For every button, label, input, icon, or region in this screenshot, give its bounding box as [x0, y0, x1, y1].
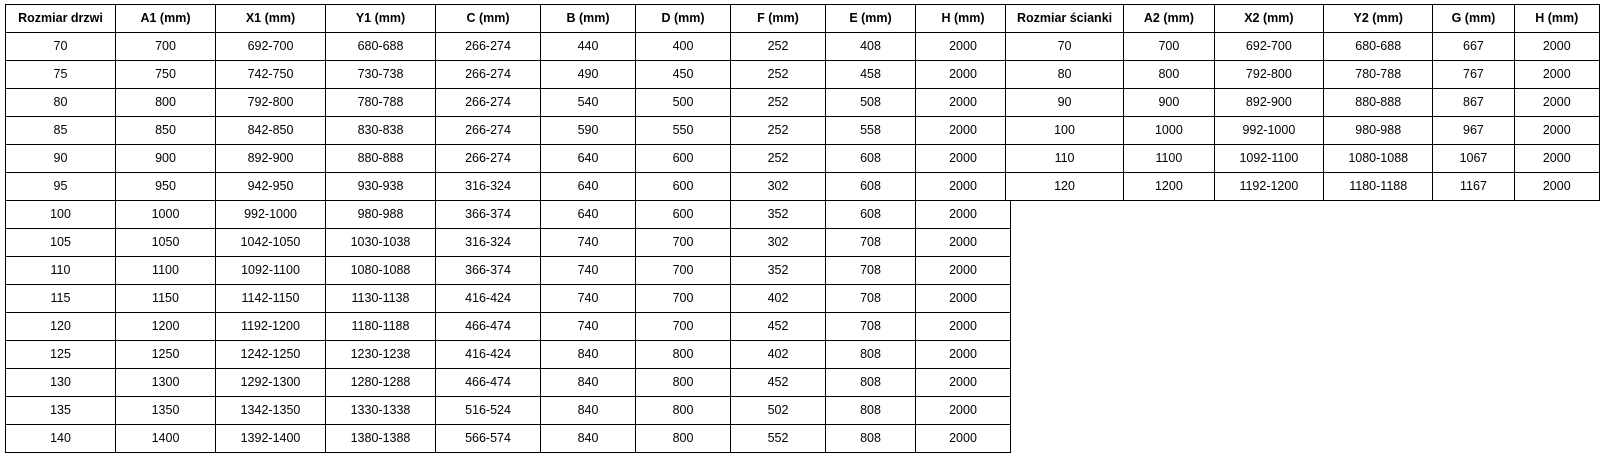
doors-cell: 740 — [541, 313, 636, 341]
walls-cell: 1192-1200 — [1214, 173, 1323, 201]
table-row — [1006, 173, 1600, 201]
table-row — [6, 229, 1011, 257]
doors-cell: 252 — [731, 33, 826, 61]
doors-cell: 1000 — [116, 201, 216, 229]
doors-cell: 440 — [541, 33, 636, 61]
walls-dimensions-table-container — [1005, 4, 1600, 201]
doors-cell: 700 — [116, 33, 216, 61]
doors-cell: 466-474 — [436, 369, 541, 397]
doors-column-header: D (mm) — [636, 5, 731, 33]
doors-cell: 992-1000 — [216, 201, 326, 229]
doors-cell: 1250 — [116, 341, 216, 369]
doors-cell: 1080-1088 — [326, 257, 436, 285]
doors-cell: 2000 — [916, 285, 1011, 313]
walls-cell: 1080-1088 — [1324, 145, 1433, 173]
doors-cell: 1280-1288 — [326, 369, 436, 397]
doors-cell: 2000 — [916, 201, 1011, 229]
table-row — [6, 145, 1011, 173]
doors-cell: 450 — [636, 61, 731, 89]
doors-column-header: F (mm) — [731, 5, 826, 33]
walls-column-header: Rozmiar ścianki — [1006, 5, 1124, 33]
doors-cell: 316-324 — [436, 229, 541, 257]
doors-cell: 640 — [541, 173, 636, 201]
walls-cell: 110 — [1006, 145, 1124, 173]
walls-table-head — [1006, 5, 1600, 33]
walls-dimensions-table — [1005, 4, 1600, 201]
doors-cell: 800 — [636, 397, 731, 425]
walls-cell: 1000 — [1124, 117, 1215, 145]
doors-cell: 1030-1038 — [326, 229, 436, 257]
doors-cell: 452 — [731, 369, 826, 397]
doors-cell: 808 — [826, 369, 916, 397]
table-row — [6, 89, 1011, 117]
doors-column-header: Rozmiar drzwi — [6, 5, 116, 33]
doors-column-header: X1 (mm) — [216, 5, 326, 33]
doors-cell: 840 — [541, 397, 636, 425]
table-row — [1006, 145, 1600, 173]
doors-cell: 115 — [6, 285, 116, 313]
doors-cell: 730-738 — [326, 61, 436, 89]
doors-cell: 2000 — [916, 341, 1011, 369]
doors-cell: 352 — [731, 201, 826, 229]
table-row — [6, 257, 1011, 285]
table-row — [6, 285, 1011, 313]
table-row — [1006, 117, 1600, 145]
walls-cell: 1067 — [1433, 145, 1514, 173]
table-header-row — [6, 5, 1011, 33]
doors-cell: 75 — [6, 61, 116, 89]
doors-cell: 452 — [731, 313, 826, 341]
doors-cell: 2000 — [916, 425, 1011, 453]
doors-cell: 780-788 — [326, 89, 436, 117]
table-row — [1006, 33, 1600, 61]
doors-cell: 842-850 — [216, 117, 326, 145]
doors-cell: 85 — [6, 117, 116, 145]
doors-cell: 416-424 — [436, 285, 541, 313]
doors-cell: 808 — [826, 397, 916, 425]
doors-cell: 252 — [731, 61, 826, 89]
walls-column-header: H (mm) — [1514, 5, 1599, 33]
doors-cell: 840 — [541, 369, 636, 397]
doors-cell: 566-574 — [436, 425, 541, 453]
table-row — [6, 397, 1011, 425]
doors-cell: 708 — [826, 257, 916, 285]
table-row — [6, 173, 1011, 201]
doors-cell: 490 — [541, 61, 636, 89]
doors-cell: 80 — [6, 89, 116, 117]
doors-column-header: C (mm) — [436, 5, 541, 33]
walls-cell: 900 — [1124, 89, 1215, 117]
doors-cell: 508 — [826, 89, 916, 117]
doors-cell: 1050 — [116, 229, 216, 257]
doors-column-header: Y1 (mm) — [326, 5, 436, 33]
walls-cell: 1092-1100 — [1214, 145, 1323, 173]
walls-table-body — [1006, 33, 1600, 201]
doors-cell: 2000 — [916, 313, 1011, 341]
walls-cell: 780-788 — [1324, 61, 1433, 89]
doors-cell: 692-700 — [216, 33, 326, 61]
doors-cell: 266-274 — [436, 61, 541, 89]
doors-cell: 2000 — [916, 117, 1011, 145]
doors-cell: 1142-1150 — [216, 285, 326, 313]
walls-column-header: A2 (mm) — [1124, 5, 1215, 33]
table-row — [6, 117, 1011, 145]
doors-cell: 600 — [636, 173, 731, 201]
doors-cell: 105 — [6, 229, 116, 257]
doors-cell: 742-750 — [216, 61, 326, 89]
doors-cell: 808 — [826, 425, 916, 453]
walls-cell: 2000 — [1514, 145, 1599, 173]
walls-cell: 967 — [1433, 117, 1514, 145]
doors-cell: 140 — [6, 425, 116, 453]
doors-cell: 680-688 — [326, 33, 436, 61]
walls-cell: 2000 — [1514, 89, 1599, 117]
table-row — [6, 341, 1011, 369]
walls-cell: 2000 — [1514, 173, 1599, 201]
walls-cell: 2000 — [1514, 117, 1599, 145]
walls-cell: 2000 — [1514, 61, 1599, 89]
doors-cell: 252 — [731, 117, 826, 145]
doors-cell: 1100 — [116, 257, 216, 285]
doors-cell: 800 — [636, 425, 731, 453]
walls-cell: 100 — [1006, 117, 1124, 145]
doors-cell: 302 — [731, 173, 826, 201]
doors-cell: 750 — [116, 61, 216, 89]
doors-cell: 252 — [731, 145, 826, 173]
doors-cell: 640 — [541, 201, 636, 229]
doors-cell: 792-800 — [216, 89, 326, 117]
doors-cell: 600 — [636, 201, 731, 229]
doors-cell: 800 — [636, 341, 731, 369]
doors-cell: 266-274 — [436, 117, 541, 145]
doors-cell: 1092-1100 — [216, 257, 326, 285]
doors-cell: 708 — [826, 229, 916, 257]
doors-cell: 408 — [826, 33, 916, 61]
table-row — [1006, 89, 1600, 117]
doors-cell: 2000 — [916, 89, 1011, 117]
doors-cell: 2000 — [916, 257, 1011, 285]
doors-cell: 266-274 — [436, 89, 541, 117]
doors-cell: 1150 — [116, 285, 216, 313]
doors-cell: 708 — [826, 285, 916, 313]
doors-cell: 1292-1300 — [216, 369, 326, 397]
table-row — [6, 369, 1011, 397]
doors-cell: 808 — [826, 341, 916, 369]
doors-cell: 830-838 — [326, 117, 436, 145]
doors-column-header: H (mm) — [916, 5, 1011, 33]
doors-cell: 608 — [826, 145, 916, 173]
walls-cell: 980-988 — [1324, 117, 1433, 145]
doors-cell: 366-374 — [436, 257, 541, 285]
table-row — [6, 61, 1011, 89]
doors-cell: 850 — [116, 117, 216, 145]
table-row — [6, 313, 1011, 341]
doors-cell: 70 — [6, 33, 116, 61]
walls-cell: 80 — [1006, 61, 1124, 89]
doors-cell: 352 — [731, 257, 826, 285]
walls-cell: 1167 — [1433, 173, 1514, 201]
doors-cell: 558 — [826, 117, 916, 145]
doors-cell: 1392-1400 — [216, 425, 326, 453]
doors-cell: 2000 — [916, 61, 1011, 89]
doors-table-body — [6, 33, 1011, 453]
doors-cell: 1192-1200 — [216, 313, 326, 341]
walls-cell: 680-688 — [1324, 33, 1433, 61]
doors-table-head — [6, 5, 1011, 33]
doors-cell: 1042-1050 — [216, 229, 326, 257]
doors-cell: 708 — [826, 313, 916, 341]
walls-cell: 692-700 — [1214, 33, 1323, 61]
walls-cell: 880-888 — [1324, 89, 1433, 117]
doors-cell: 840 — [541, 425, 636, 453]
doors-cell: 500 — [636, 89, 731, 117]
doors-column-header: B (mm) — [541, 5, 636, 33]
doors-cell: 540 — [541, 89, 636, 117]
doors-cell: 502 — [731, 397, 826, 425]
doors-cell: 800 — [116, 89, 216, 117]
doors-cell: 700 — [636, 257, 731, 285]
doors-cell: 2000 — [916, 369, 1011, 397]
walls-cell: 767 — [1433, 61, 1514, 89]
doors-cell: 1130-1138 — [326, 285, 436, 313]
doors-cell: 302 — [731, 229, 826, 257]
doors-cell: 366-374 — [436, 201, 541, 229]
doors-cell: 1342-1350 — [216, 397, 326, 425]
doors-cell: 1400 — [116, 425, 216, 453]
doors-cell: 130 — [6, 369, 116, 397]
walls-column-header: G (mm) — [1433, 5, 1514, 33]
doors-cell: 100 — [6, 201, 116, 229]
doors-cell: 2000 — [916, 145, 1011, 173]
doors-cell: 550 — [636, 117, 731, 145]
walls-cell: 667 — [1433, 33, 1514, 61]
doors-cell: 608 — [826, 201, 916, 229]
doors-cell: 900 — [116, 145, 216, 173]
walls-cell: 70 — [1006, 33, 1124, 61]
doors-cell: 590 — [541, 117, 636, 145]
doors-cell: 700 — [636, 285, 731, 313]
table-row — [6, 425, 1011, 453]
doors-cell: 2000 — [916, 173, 1011, 201]
doors-cell: 458 — [826, 61, 916, 89]
doors-cell: 90 — [6, 145, 116, 173]
doors-cell: 740 — [541, 285, 636, 313]
walls-column-header: Y2 (mm) — [1324, 5, 1433, 33]
doors-cell: 880-888 — [326, 145, 436, 173]
doors-cell: 930-938 — [326, 173, 436, 201]
doors-cell: 266-274 — [436, 145, 541, 173]
doors-cell: 110 — [6, 257, 116, 285]
table-row — [6, 33, 1011, 61]
walls-cell: 2000 — [1514, 33, 1599, 61]
table-header-row — [1006, 5, 1600, 33]
doors-cell: 600 — [636, 145, 731, 173]
doors-cell: 552 — [731, 425, 826, 453]
doors-cell: 135 — [6, 397, 116, 425]
doors-cell: 402 — [731, 285, 826, 313]
doors-cell: 1350 — [116, 397, 216, 425]
doors-cell: 1180-1188 — [326, 313, 436, 341]
doors-cell: 125 — [6, 341, 116, 369]
doors-cell: 740 — [541, 229, 636, 257]
doors-cell: 402 — [731, 341, 826, 369]
doors-cell: 2000 — [916, 33, 1011, 61]
walls-cell: 1180-1188 — [1324, 173, 1433, 201]
walls-cell: 792-800 — [1214, 61, 1323, 89]
doors-cell: 95 — [6, 173, 116, 201]
doors-cell: 980-988 — [326, 201, 436, 229]
doors-cell: 700 — [636, 313, 731, 341]
doors-cell: 1300 — [116, 369, 216, 397]
doors-cell: 2000 — [916, 397, 1011, 425]
doors-cell: 1230-1238 — [326, 341, 436, 369]
doors-cell: 1242-1250 — [216, 341, 326, 369]
doors-cell: 266-274 — [436, 33, 541, 61]
doors-cell: 942-950 — [216, 173, 326, 201]
walls-cell: 90 — [1006, 89, 1124, 117]
doors-column-header: E (mm) — [826, 5, 916, 33]
walls-cell: 800 — [1124, 61, 1215, 89]
walls-cell: 992-1000 — [1214, 117, 1323, 145]
walls-cell: 1200 — [1124, 173, 1215, 201]
walls-cell: 700 — [1124, 33, 1215, 61]
doors-cell: 640 — [541, 145, 636, 173]
doors-cell: 400 — [636, 33, 731, 61]
doors-cell: 416-424 — [436, 341, 541, 369]
doors-cell: 950 — [116, 173, 216, 201]
doors-cell: 316-324 — [436, 173, 541, 201]
doors-cell: 252 — [731, 89, 826, 117]
walls-cell: 892-900 — [1214, 89, 1323, 117]
doors-cell: 700 — [636, 229, 731, 257]
walls-column-header: X2 (mm) — [1214, 5, 1323, 33]
doors-cell: 1200 — [116, 313, 216, 341]
doors-column-header: A1 (mm) — [116, 5, 216, 33]
doors-cell: 120 — [6, 313, 116, 341]
doors-cell: 1330-1338 — [326, 397, 436, 425]
doors-cell: 892-900 — [216, 145, 326, 173]
doors-cell: 608 — [826, 173, 916, 201]
doors-cell: 840 — [541, 341, 636, 369]
doors-cell: 800 — [636, 369, 731, 397]
doors-cell: 1380-1388 — [326, 425, 436, 453]
doors-cell: 466-474 — [436, 313, 541, 341]
doors-cell: 2000 — [916, 229, 1011, 257]
walls-cell: 867 — [1433, 89, 1514, 117]
doors-cell: 740 — [541, 257, 636, 285]
doors-cell: 516-524 — [436, 397, 541, 425]
doors-dimensions-table-container — [5, 4, 1011, 453]
table-row — [1006, 61, 1600, 89]
table-row — [6, 201, 1011, 229]
doors-dimensions-table — [5, 4, 1011, 453]
walls-cell: 120 — [1006, 173, 1124, 201]
walls-cell: 1100 — [1124, 145, 1215, 173]
